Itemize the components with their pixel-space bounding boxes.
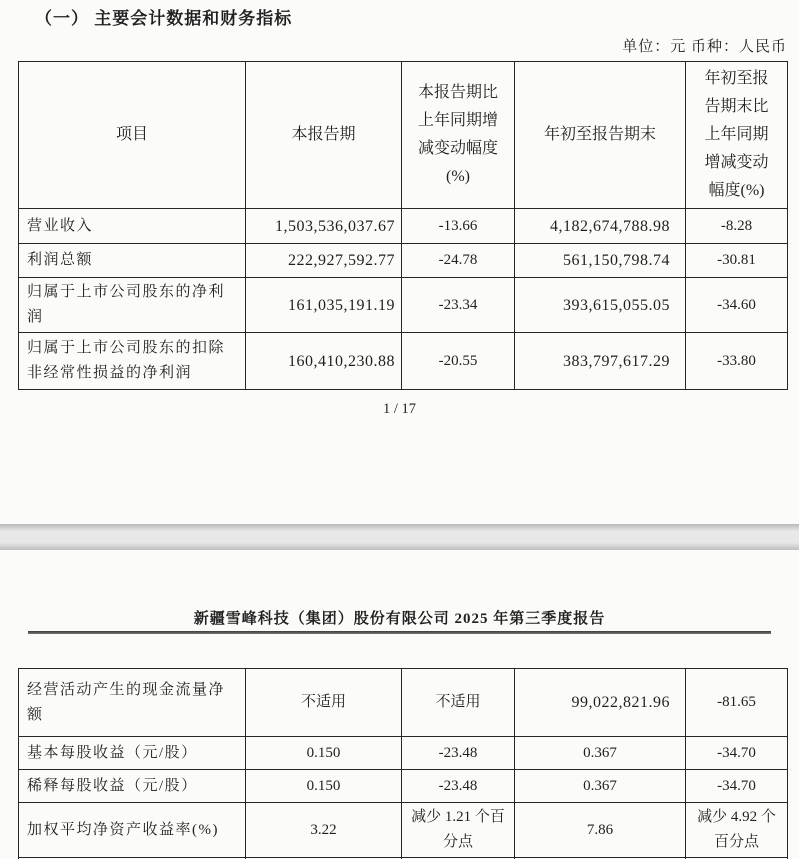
page-gap-separator — [0, 524, 799, 550]
table-cell: 不适用 — [246, 669, 402, 737]
table-body — [19, 209, 788, 390]
table-cell: -30.81 — [686, 244, 788, 278]
table-cell: 不适用 — [402, 669, 515, 737]
table-cell: -34.70 — [686, 737, 788, 770]
column-header: 本报告期 — [246, 62, 402, 209]
table-cell: 归属于上市公司股东的净利润 — [19, 278, 246, 333]
table-cell: 160,410,230.88 — [246, 333, 402, 390]
table-cell: -13.66 — [402, 209, 515, 244]
table-cell: -23.34 — [402, 278, 515, 333]
table-cell: -33.80 — [686, 333, 788, 390]
column-header: 年初至报告期末 — [515, 62, 686, 209]
table-cell: 营业收入 — [19, 209, 246, 244]
table-cell: 基本每股收益（元/股） — [19, 737, 246, 770]
table-row — [19, 669, 788, 737]
table-row — [19, 737, 788, 770]
table-cell: 利润总额 — [19, 244, 246, 278]
table-cell: -23.48 — [402, 770, 515, 803]
table-cell: 3.22 — [246, 803, 402, 858]
table-cell: 经营活动产生的现金流量净额 — [19, 669, 246, 737]
column-header: 年初至报告期末比上年同期增减变动幅度(%) — [686, 62, 788, 209]
table-row — [19, 803, 788, 858]
table-cell: -8.28 — [686, 209, 788, 244]
table-cell: 减少 4.92 个百分点 — [686, 803, 788, 858]
table-row — [19, 209, 788, 244]
section-heading: （一） 主要会计数据和财务指标 — [35, 9, 293, 28]
table-row — [19, 244, 788, 278]
table-cell: 0.150 — [246, 737, 402, 770]
column-header: 本报告期比上年同期增减变动幅度(%) — [402, 62, 515, 209]
unit-currency-note: 单位：元 币种：人民币 — [622, 39, 787, 55]
table-cell: 0.150 — [246, 770, 402, 803]
table-cell: 4,182,674,788.98 — [515, 209, 686, 244]
table-cell: 222,927,592.77 — [246, 244, 402, 278]
table-cell: -24.78 — [402, 244, 515, 278]
table-cell: -34.60 — [686, 278, 788, 333]
table-cell: -23.48 — [402, 737, 515, 770]
table-cell: 7.86 — [515, 803, 686, 858]
financial-indicators-table — [18, 61, 788, 390]
table-cell: 161,035,191.19 — [246, 278, 402, 333]
page-number: 1 / 17 — [382, 401, 417, 417]
report-page-2 — [0, 550, 799, 859]
table-cell: 393,615,055.05 — [515, 278, 686, 333]
table-cell: 稀释每股收益（元/股） — [19, 770, 246, 803]
table-cell: -20.55 — [402, 333, 515, 390]
financial-indicators-table-continued — [18, 668, 788, 859]
table-row — [19, 770, 788, 803]
table-cell: 561,150,798.74 — [515, 244, 686, 278]
table-cell: -81.65 — [686, 669, 788, 737]
table-cell: 383,797,617.29 — [515, 333, 686, 390]
table-header-row — [19, 62, 788, 209]
column-header: 项目 — [19, 62, 246, 209]
table-body-continued — [19, 669, 788, 859]
table-cell: 1,503,536,037.67 — [246, 209, 402, 244]
table-cell: 99,022,821.96 — [515, 669, 686, 737]
table-cell: 归属于上市公司股东的扣除非经常性损益的净利润 — [19, 333, 246, 390]
table-cell: 0.367 — [515, 770, 686, 803]
table-cell: 0.367 — [515, 737, 686, 770]
title-rule-divider — [28, 631, 771, 634]
table-header-row — [19, 62, 788, 209]
table-cell: -34.70 — [686, 770, 788, 803]
table-cell: 减少 1.21 个百分点 — [402, 803, 515, 858]
table-row — [19, 333, 788, 390]
report-running-title: 新疆雪峰科技（集团）股份有限公司 2025 年第三季度报告 — [193, 611, 606, 627]
table-cell: 加权平均净资产收益率(%) — [19, 803, 246, 858]
table-row — [19, 278, 788, 333]
